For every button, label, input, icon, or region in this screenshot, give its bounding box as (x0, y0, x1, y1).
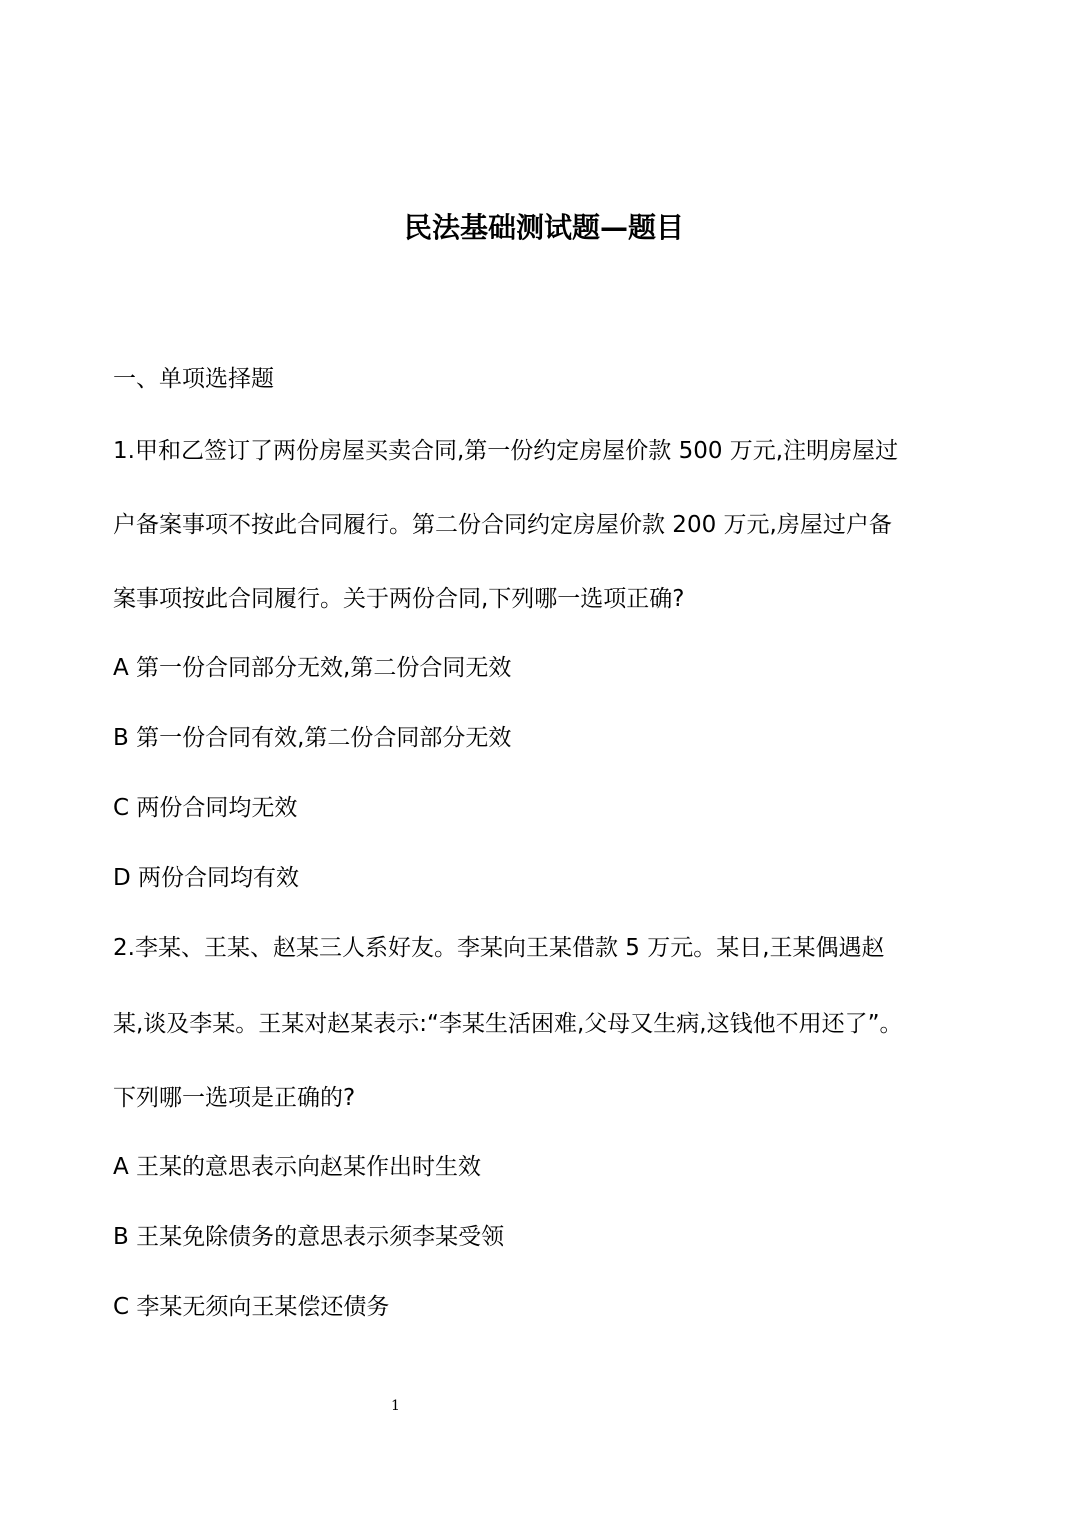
question-2-option-b: B 王某免除债务的意思表示须李某受领 (113, 1224, 505, 1250)
question-1-text-line-2: 户备案事项不按此合同履行。第二份合同约定房屋价款 200 万元,房屋过户备 (113, 512, 892, 538)
question-1-option-d: D 两份合同均有效 (113, 865, 300, 891)
question-2-text-line-3: 下列哪一选项是正确的? (113, 1085, 356, 1111)
question-2-option-a: A 王某的意思表示向赵某作出时生效 (113, 1154, 482, 1180)
question-2-text-line-1: 2.李某、王某、赵某三人系好友。李某向王某借款 5 万元。某日,王某偶遇赵 (113, 935, 885, 961)
document-title: 民法基础测试题—题目 (403, 211, 684, 244)
question-1-option-b: B 第一份合同有效,第二份合同部分无效 (113, 725, 512, 751)
question-1-option-c: C 两份合同均无效 (113, 795, 298, 821)
section-heading: 一、单项选择题 (113, 366, 274, 392)
question-1-option-a: A 第一份合同部分无效,第二份合同无效 (113, 655, 512, 681)
question-1-text-line-1: 1.甲和乙签订了两份房屋买卖合同,第一份约定房屋价款 500 万元,注明房屋过 (113, 438, 899, 464)
question-2-option-c: C 李某无须向王某偿还债务 (113, 1294, 390, 1320)
page-number: 1 (391, 1398, 400, 1414)
question-2-text-line-2: 某,谈及李某。王某对赵某表示:“李某生活困难,父母又生病,这钱他不用还了”。 (113, 1011, 903, 1037)
question-1-text-line-3: 案事项按此合同履行。关于两份合同,下列哪一选项正确? (113, 586, 685, 612)
